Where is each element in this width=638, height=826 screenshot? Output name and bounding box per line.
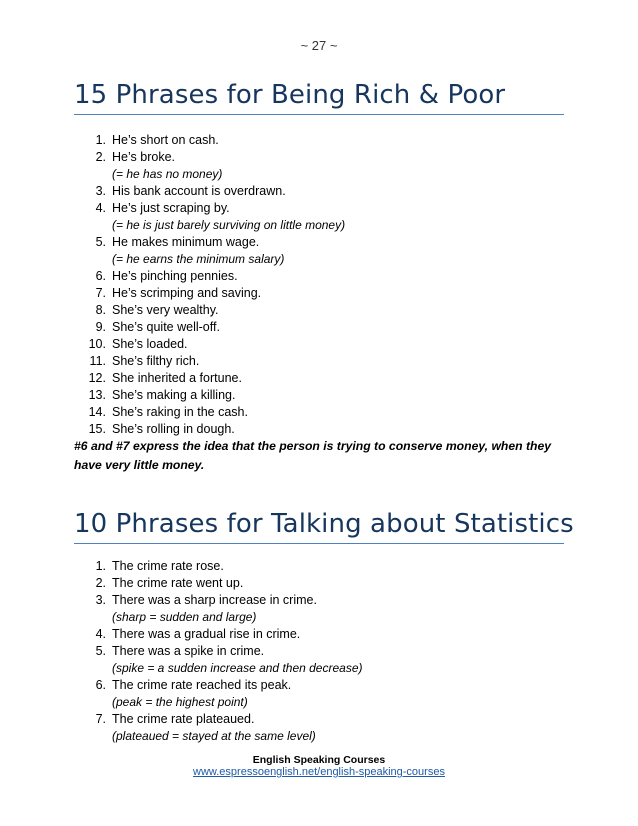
list-item bbox=[74, 234, 564, 268]
item-number: 1. bbox=[95, 559, 106, 573]
item-definition: (= he earns the minimum salary) bbox=[112, 252, 285, 266]
item-text: He’s pinching pennies. bbox=[112, 269, 238, 283]
item-number: 11. bbox=[89, 354, 106, 368]
item-text: He’s short on cash. bbox=[112, 133, 219, 147]
list-item bbox=[74, 711, 564, 745]
section-statistics bbox=[74, 509, 574, 745]
item-text: The crime rate rose. bbox=[112, 559, 224, 573]
item-number: 2. bbox=[95, 150, 106, 164]
footer bbox=[0, 754, 638, 778]
item-text: There was a sharp increase in crime. bbox=[112, 593, 317, 607]
item-text: She’s filthy rich. bbox=[112, 354, 200, 368]
item-text: He’s broke. bbox=[112, 150, 175, 164]
item-number: 4. bbox=[95, 201, 106, 215]
item-number: 2. bbox=[95, 576, 106, 590]
item-text: She’s very wealthy. bbox=[112, 303, 219, 317]
list-item bbox=[74, 353, 564, 370]
list-item bbox=[74, 643, 564, 677]
item-definition: (sharp = sudden and large) bbox=[112, 610, 257, 624]
list-item bbox=[74, 404, 564, 421]
item-text: She’s raking in the cash. bbox=[112, 405, 248, 419]
list-item bbox=[74, 677, 564, 711]
item-number: 1. bbox=[95, 133, 106, 147]
item-number: 6. bbox=[95, 269, 106, 283]
item-number: 15. bbox=[88, 422, 106, 436]
section-title: 15 Phrases for Being Rich & Poor bbox=[74, 80, 506, 110]
section-title: 10 Phrases for Talking about Statistics bbox=[74, 509, 574, 539]
item-number: 4. bbox=[95, 627, 106, 641]
list-item bbox=[74, 268, 564, 285]
item-number: 5. bbox=[95, 644, 106, 658]
item-number: 12. bbox=[88, 371, 106, 385]
list-item bbox=[74, 149, 564, 183]
item-text: The crime rate went up. bbox=[112, 576, 244, 590]
list-item bbox=[74, 626, 564, 643]
list-item bbox=[74, 421, 564, 438]
item-number: 3. bbox=[95, 593, 106, 607]
item-number: 6. bbox=[95, 678, 106, 692]
item-definition: (= he has no money) bbox=[112, 167, 223, 181]
list-item bbox=[74, 592, 564, 626]
item-number: 7. bbox=[95, 286, 106, 300]
item-definition: (= he is just barely surviving on little money) bbox=[112, 218, 346, 232]
item-text: He’s scrimping and saving. bbox=[112, 286, 262, 300]
list-item bbox=[74, 183, 564, 200]
item-number: 14. bbox=[88, 405, 106, 419]
item-text: There was a gradual rise in crime. bbox=[112, 627, 301, 641]
item-number: 13. bbox=[88, 388, 106, 402]
list-item bbox=[74, 200, 564, 234]
item-number: 7. bbox=[95, 712, 106, 726]
list-item bbox=[74, 319, 564, 336]
item-text: He’s just scraping by. bbox=[112, 201, 230, 215]
item-text: The crime rate plateaued. bbox=[112, 712, 255, 726]
item-definition: (spike = a sudden increase and then decrease) bbox=[112, 661, 363, 675]
item-number: 3. bbox=[95, 184, 106, 198]
item-text: She’s rolling in dough. bbox=[112, 422, 235, 436]
page-number: ~ 27 ~ bbox=[300, 38, 338, 53]
list-item bbox=[74, 336, 564, 353]
list-item bbox=[74, 575, 564, 592]
item-text: She’s loaded. bbox=[112, 337, 188, 351]
item-text: His bank account is overdrawn. bbox=[112, 184, 286, 198]
item-number: 5. bbox=[95, 235, 106, 249]
item-number: 10. bbox=[88, 337, 106, 351]
phrase-list bbox=[74, 132, 564, 438]
list-item bbox=[74, 558, 564, 575]
phrase-list bbox=[74, 558, 564, 745]
item-text: She inherited a fortune. bbox=[112, 371, 242, 385]
item-text: She’s making a killing. bbox=[112, 388, 236, 402]
item-text: She’s quite well-off. bbox=[112, 320, 220, 334]
explanation-note: #6 and #7 express the idea that the person is trying to conserve money, when they have very little money. bbox=[74, 439, 552, 472]
list-item bbox=[74, 132, 564, 149]
list-item bbox=[74, 370, 564, 387]
title-divider bbox=[74, 114, 564, 115]
title-divider bbox=[74, 543, 564, 544]
item-number: 8. bbox=[95, 303, 106, 317]
item-number: 9. bbox=[95, 320, 106, 334]
item-text: The crime rate reached its peak. bbox=[112, 678, 292, 692]
list-item bbox=[74, 387, 564, 404]
list-item bbox=[74, 285, 564, 302]
footer-link[interactable]: www.espressoenglish.net/english-speaking-courses bbox=[193, 766, 445, 778]
item-text: He makes minimum wage. bbox=[112, 235, 260, 249]
list-item bbox=[74, 302, 564, 319]
item-definition: (plateaued = stayed at the same level) bbox=[112, 729, 316, 743]
item-text: There was a spike in crime. bbox=[112, 644, 265, 658]
section-rich-poor bbox=[74, 80, 564, 438]
item-definition: (peak = the highest point) bbox=[112, 695, 248, 709]
footer-title: English Speaking Courses bbox=[252, 754, 386, 766]
